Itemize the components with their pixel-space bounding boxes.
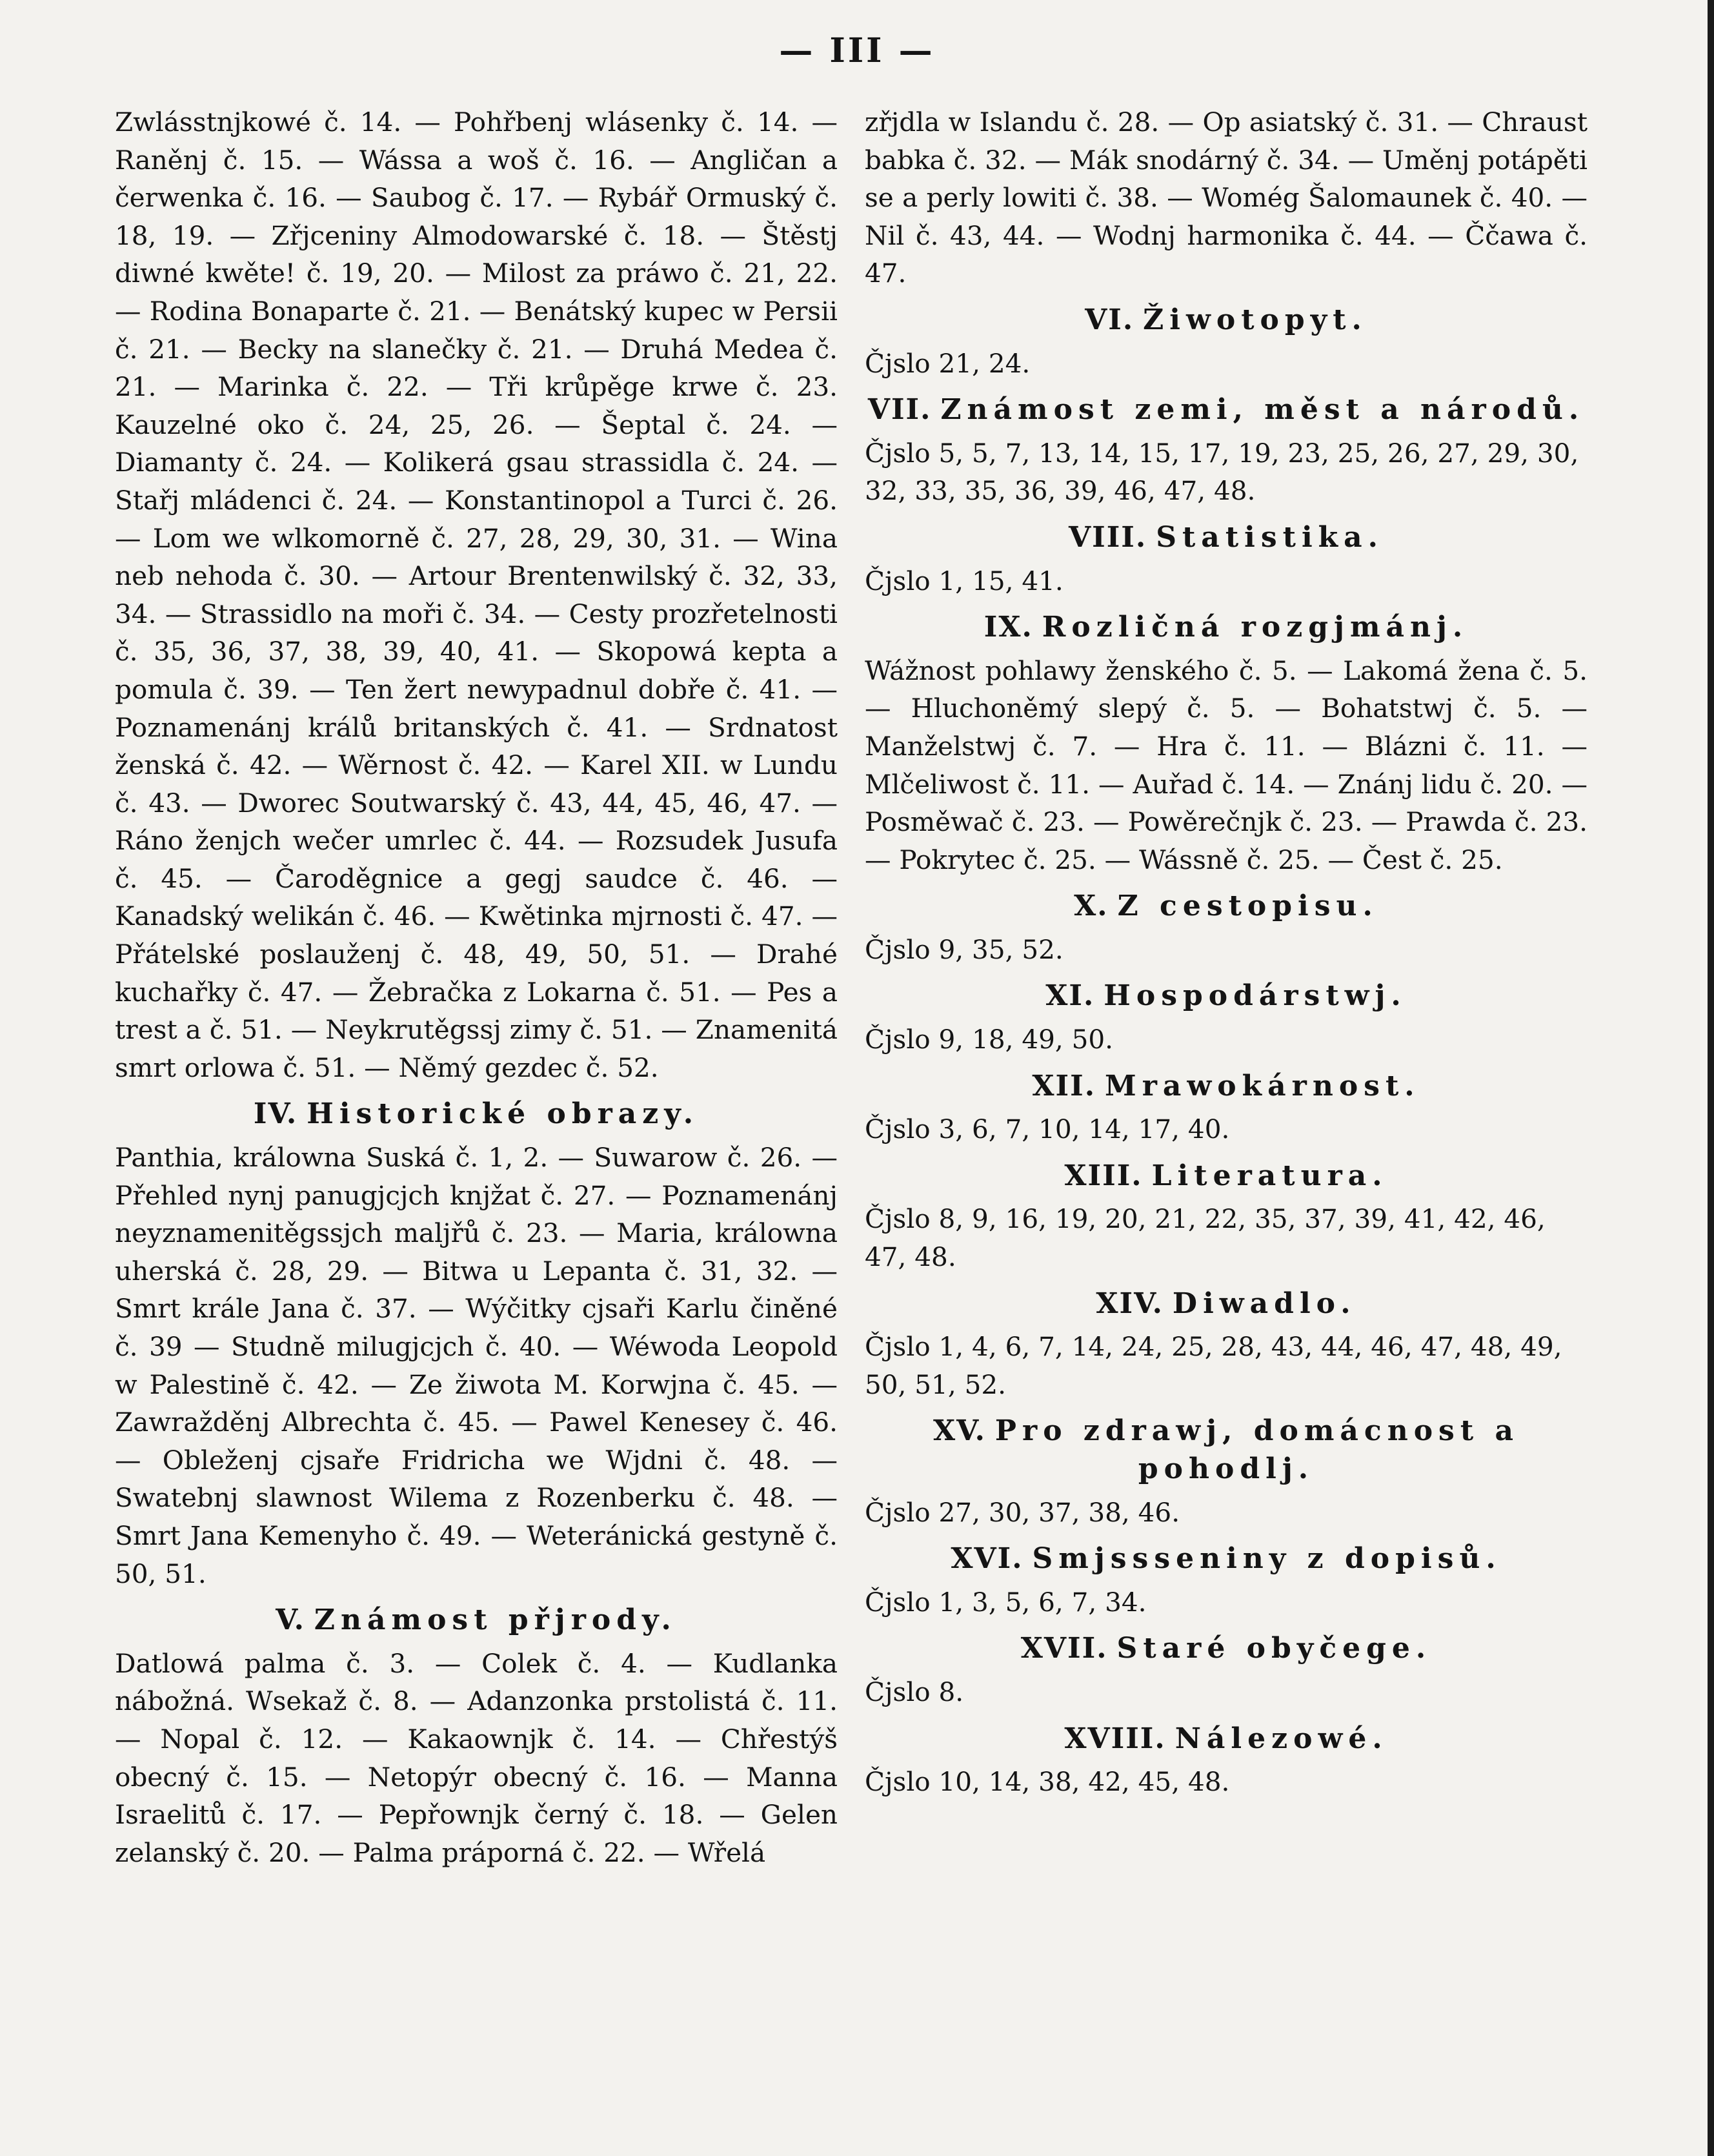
- section-number: VI.: [1085, 303, 1134, 336]
- section-number: XVI.: [951, 1542, 1023, 1576]
- section-heading: [865, 391, 1588, 429]
- section-heading: [865, 1720, 1588, 1758]
- section-title: Z cestopisu.: [1117, 890, 1378, 923]
- section-issue-numbers: Čjslo 9, 35, 52.: [865, 933, 1064, 965]
- section-issue-numbers: Čjslo 9, 18, 49, 50.: [865, 1024, 1114, 1055]
- section-continued-text: zřjdla w Islandu č. 28. — Op asiatský č. 31. — Chraust babka č. 32. — Mák snodárný č. 34. — Uměnj potápěti se a perly lowiti č. 38. — Womég Šalomaunek č. 40. — Nil č. 43, 44. — Wodnj harmonika č. 44. — Ččawa č. 47.: [865, 107, 1588, 289]
- section-number: X.: [1074, 890, 1109, 923]
- page-folio: — III —: [779, 31, 935, 70]
- section-title: Statistika.: [1156, 520, 1384, 554]
- section-heading: [865, 519, 1588, 557]
- section-title: Pro zdrawj, domácnost a pohodlj.: [994, 1414, 1519, 1485]
- section-issue-numbers: Čjslo 5, 5, 7, 13, 14, 15, 17, 19, 23, 25, 26, 27, 29, 30, 32, 33, 35, 36, 39, 46, 47, 48.: [865, 437, 1579, 507]
- section-title: Literatura.: [1151, 1159, 1388, 1192]
- section-heading: [865, 1630, 1588, 1668]
- section-heading: [865, 1285, 1588, 1323]
- section-heading: [865, 1540, 1588, 1578]
- section-title: Hospodárstwj.: [1104, 979, 1407, 1013]
- section-continued-text: Zwlásstnjkowé č. 14. — Pohřbenj wlásenky č. 14. — Raněnj č. 15. — Wássa a woš č. 16. — Angličan a čerwenka č. 16. — Saubog č. 17. — Rybář Ormuský č. 18, 19. — Zřjceniny Almodowarské č. 18. — Štěstj diwné kwěte! č. 19, 20. — Milost za práwo č. 21, 22. — Rodina Bonaparte č. 21. — Benátský kupec w Persii č. 21. — Becky na slanečky č. 21. — Druhá Medea č. 21. — Marinka č. 22. — Tři krůpěge krwe č. 23. Kauzelné oko č. 24, 25, 26. — Šeptal č. 24. — Diamanty č. 24. — Kolikerá gsau strassidla č. 24. — Stařj mládenci č. 24. — Konstantinopol a Turci č. 26. — Lom we wlkomorně č. 27, 28, 29, 30, 31. — Wina neb nehoda č. 30. — Artour Brentenwilský č. 32, 33, 34. — Strassidlo na moři č. 34. — Cesty prozřetelnosti č. 35, 36, 37, 38, 39, 40, 41. — Skopowá kepta a pomula č. 39. — Ten žert newypadnul dobře č. 41. — Poznamenánj králů britanských č. 41. — Srdnatost ženská č. 42. — Wěrnost č. 42. — Karel XII. w Lundu č. 43. — Dworec Soutwarský č. 43, 44, 45, 46, 47. — Ráno ženjch wečer umrlec č. 44. — Rozsudek Jusufa č. 45. — Čaroděgnice a gegj saudce č. 46. — Kanadský welikán č. 46. — Kwětinka mjrnosti č. 47. — Přátelské poslauženj č. 48, 49, 50, 51. — Drahé kuchařky č. 47. — Žebračka z Lokarna č. 51. — Pes a trest a č. 51. — Neykrutěgssj zimy č. 51. — Znamenitá smrt orlowa č. 51. — Němý gezdec č. 52.: [115, 107, 838, 1083]
- section-number: XIV.: [1096, 1286, 1164, 1320]
- section-issue-numbers: Čjslo 1, 3, 5, 6, 7, 34.: [865, 1586, 1147, 1618]
- section-title: Známost přjrody.: [314, 1603, 677, 1637]
- section-issue-numbers: Čjslo 10, 14, 38, 42, 45, 48.: [865, 1766, 1230, 1798]
- section-title: Mrawokárnost.: [1105, 1069, 1420, 1103]
- section-number: XV.: [933, 1414, 986, 1448]
- section-title: Známost zemi, měst a národů.: [940, 393, 1585, 427]
- section-issue-numbers: Čjslo 8, 9, 16, 19, 20, 21, 22, 35, 37, 39, 41, 42, 46, 47, 48.: [865, 1203, 1546, 1273]
- section-heading: [865, 1157, 1588, 1195]
- section-number: IX.: [983, 611, 1033, 644]
- section-title: Nálezowé.: [1175, 1722, 1388, 1755]
- section-issue-numbers: Čjslo 21, 24.: [865, 347, 1031, 379]
- section-number: XVIII.: [1064, 1722, 1166, 1755]
- section-entries: Panthia, králowna Suská č. 1, 2. — Suwarow č. 26. — Přehled nynj panugjcjch knjžat č. 27. — Poznamenánj neyznamenitěgssjch maljřů č. 23. — Maria, králowna uherská č. 28, 29. — Bitwa u Lepanta č. 31, 32. — Smrt krále Jana č. 37. — Wýčitky cjsaři Karlu činěné č. 39 — Studně milugjcjch č. 40. — Wéwoda Leopold w Palestině č. 42. — Ze žiwota M. Korwjna č. 45. — Zawražděnj Albrechta č. 45. — Pawel Kenesey č. 46. — Obleženj cjsaře Fridricha we Wjdni č. 48. — Swatebnj slawnost Wilema z Rozenberku č. 48. — Smrt Jana Kemenyho č. 49. — Weteránická gestyně č. 50, 51.: [115, 1142, 838, 1589]
- right-column: [865, 103, 1588, 1801]
- left-column: [115, 103, 838, 1871]
- section-title: Staré obyčege.: [1116, 1632, 1432, 1665]
- section-title: Rozličná rozgjmánj.: [1042, 611, 1469, 644]
- section-heading: [115, 1095, 838, 1134]
- section-issue-numbers: Čjslo 3, 6, 7, 10, 14, 17, 40.: [865, 1114, 1230, 1145]
- section-number: XVII.: [1020, 1632, 1108, 1665]
- section-heading: [865, 1068, 1588, 1106]
- section-entries: Wážnost pohlawy ženského č. 5. — Lakomá žena č. 5. — Hluchoněmý slepý č. 5. — Bohatstwj č. 5. — Manželstwj č. 7. — Hra č. 11. — Blázni č. 11. — Mlčeliwost č. 11. — Auřad č. 14. — Znánj lidu č. 20. — Posměwač č. 23. — Powěrečnjk č. 23. — Prawda č. 23. — Pokrytec č. 25. — Wássně č. 25. — Čest č. 25.: [865, 655, 1588, 875]
- section-number: XI.: [1045, 979, 1095, 1013]
- section-number: XIII.: [1064, 1159, 1143, 1192]
- section-heading: [865, 1412, 1588, 1488]
- section-number: VIII.: [1069, 520, 1147, 554]
- section-issue-numbers: Čjslo 8.: [865, 1676, 964, 1707]
- section-issue-numbers: Čjslo 1, 15, 41.: [865, 565, 1064, 596]
- section-number: IV.: [253, 1097, 298, 1131]
- section-title: Diwadlo.: [1172, 1286, 1356, 1320]
- section-issue-numbers: Čjslo 27, 30, 37, 38, 46.: [865, 1496, 1180, 1528]
- section-title: Historické obrazy.: [307, 1097, 700, 1131]
- section-number: XII.: [1032, 1069, 1096, 1103]
- section-heading: [865, 977, 1588, 1015]
- section-heading: [865, 888, 1588, 926]
- section-issue-numbers: Čjslo 1, 4, 6, 7, 14, 24, 25, 28, 43, 44, 46, 47, 48, 49, 50, 51, 52.: [865, 1331, 1562, 1400]
- section-number: VII.: [867, 393, 932, 427]
- section-entries: Datlowá palma č. 3. — Colek č. 4. — Kudlanka nábožná. Wsekaž č. 8. — Adanzonka prstolistá č. 11. — Nopal č. 12. — Kakaownjk č. 14. — Chřestýš obecný č. 15. — Netopýr obecný č. 16. — Manna Israelitů č. 17. — Pepřownjk černý č. 18. — Gelen zelanský č. 20. — Palma práporná č. 22. — Wřelá: [115, 1647, 838, 1868]
- section-title: Žiwotopyt.: [1143, 303, 1367, 336]
- section-heading: [865, 609, 1588, 647]
- section-number: V.: [276, 1603, 305, 1637]
- section-heading: [115, 1602, 838, 1640]
- section-heading: [865, 301, 1588, 340]
- section-title: Smjssseniny z dopisů.: [1032, 1542, 1502, 1576]
